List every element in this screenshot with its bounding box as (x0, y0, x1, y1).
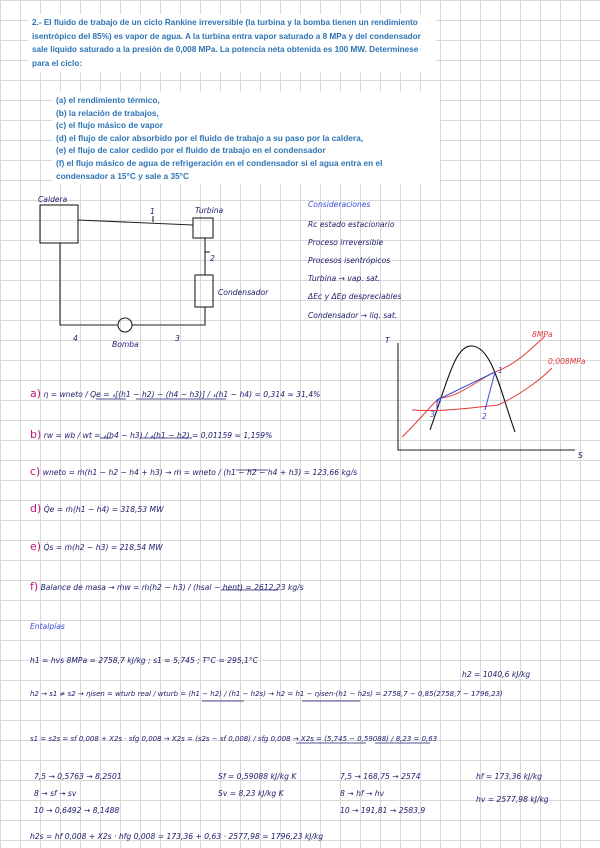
table-h-row-2: 8 → hf → hv (340, 789, 385, 798)
ts-point-1: 1 (498, 366, 503, 375)
pressure-high-label: 8MPa (532, 330, 553, 339)
solution-b-label: b) (30, 428, 42, 441)
entalpia-h2: h2 → s1 ≠ s2 → ηisen = wturb real / wturb = (h1 − h2) / (h1 − h2s) → h2 = h1 − ηisen·(h1 − h2s) = 2758,7 − 0,85(2758,7 − 1796,23) (30, 690, 503, 698)
ts-point-2: 2 (482, 412, 487, 421)
item-d: (d) el flujo de calor absorbido por el fluido de trabajo a su paso por la caldera, (56, 132, 364, 143)
caldera-box (40, 205, 78, 243)
cycle-diagram (40, 205, 213, 332)
item-b: (b) la relación de trabajos, (56, 107, 159, 118)
consideration-3: Procesos isentrópicos (308, 256, 391, 265)
entalpia-h2s: h2s = hf 0,008 + X2s · hfg 0,008 = 173,36 + 0,63 · 2577,98 = 1796,23 kJ/kg (30, 832, 324, 841)
solution-f (30, 580, 304, 593)
entalpia-s-relation: s1 = s2s = sf 0,008 + X2s · sfg 0,008 → X2s = (s2s − sf 0,008) / sfg 0,008 → X2s = (5,745 − 0,59088) / 8,23 = 0,63 (30, 735, 438, 743)
label-condensador: Condensador (218, 288, 269, 297)
item-a: (a) el rendimiento térmico, (56, 95, 160, 105)
turbina-box (193, 218, 213, 238)
consideration-5: ΔEc y ΔEp despreciables (308, 292, 402, 301)
bomba-circle (118, 318, 132, 332)
axis-s-label: S (578, 451, 583, 460)
consideration-6: Condensador → liq. sat. (308, 311, 398, 320)
condensador-box (195, 275, 213, 307)
pressure-low-label: 0,008MPa (548, 357, 586, 366)
solution-d-label: d) (30, 502, 42, 515)
label-bomba: Bomba (112, 340, 139, 349)
state-3-label: 3 (175, 334, 180, 343)
considerations-title: Consideraciones (308, 200, 371, 209)
solution-f-text: Balance de masa → ṁw = ṁ(h2 − h3) / (hsal − hent) = 2612,23 kg/s (40, 583, 304, 592)
solution-d-text: Q̇e = ṁ(h1 − h4) = 318,53 MW (43, 505, 164, 514)
ts-diagram (398, 336, 575, 450)
problem-number: 2.- (32, 18, 42, 27)
table-row-2: 8 → sf → sv (34, 789, 77, 798)
solution-a-text: η = wneto / Qe = 𝓇[(h1 − h2) − (h4 − h3)] / 𝓇(h1 − h4) = 0,314 ≈ 31,4% (43, 390, 321, 399)
item-f: (f) el flujo másico de agua de refrigeración en el condensador si el agua entra en el condensador a 15°C y sale a 35°C (56, 157, 383, 181)
table-row-1: 7,5 → 0,5763 → 8,2501 (34, 772, 122, 781)
table-h-row-1: 7,5 → 168,75 → 2574 (340, 772, 421, 781)
ts-point-3: 3 (430, 410, 435, 419)
solution-c-text: wneto = ṁ(h1 − h2 − h4 + h3) → ṁ = wneto / (h1 − h2 − h4 + h3) = 123,66 kg/s (42, 468, 358, 477)
label-caldera: Caldera (38, 195, 68, 204)
solution-f-label: f) (30, 580, 39, 593)
table-h-row-3: 10 → 191,81 → 2583,9 (340, 806, 426, 815)
solution-b-text: rw = wb / wt = 𝓇(h4 − h3) / 𝓇(h1 − h2) = 0,01159 ≈ 1,159% (43, 431, 273, 440)
solution-a-label: a) (30, 387, 42, 400)
solution-b (30, 428, 272, 441)
table-sv: Sv = 8,23 kJ/kg K (218, 789, 284, 798)
state-1-label: 1 (150, 207, 155, 216)
table-row-3: 10 → 0,6492 → 8,1488 (34, 806, 120, 815)
label-turbina: Turbina (195, 206, 224, 215)
state-2-label: 2 (210, 254, 215, 263)
consideration-4: Turbina → vap. sat. (308, 274, 381, 283)
state-4-label: 4 (73, 334, 78, 343)
solution-a (30, 387, 320, 400)
hf-note: hf = 173,36 kJ/kg (476, 772, 543, 781)
entalpias-title: Entalpías (30, 622, 65, 631)
entalpia-h1: h1 = hvs 8MPa = 2758,7 kJ/kg ; s1 = 5,745 ; T°C = 295,1°C (30, 656, 258, 665)
consideration-1: Rc estado estacionario (308, 220, 395, 229)
table-sf: Sf = 0,59088 kJ/kg K (218, 772, 297, 781)
solution-e-text: Q̇s = ṁ(h2 − h3) = 218,54 MW (43, 543, 163, 552)
hv-note: hv = 2577,98 kJ/kg (476, 795, 549, 804)
consideration-2: Proceso irreversible (308, 238, 384, 247)
entalpia-h2-result: h2 = 1040,6 kJ/kg (462, 670, 531, 679)
solution-e (30, 540, 163, 553)
solution-d (30, 502, 164, 515)
problem-text: El fluido de trabajo de un ciclo Rankine irreversible (la turbina y la bomba tienen un rendimiento isentrópico del 85%) es vapor de agua. A la turbina entra vapor saturado a 8 MPa y del condensador sale líquido saturado a la presión de 0,008 MPa. La potencia neta obtenida es 100 MW. Determínese para el ciclo: (32, 18, 421, 68)
solution-e-label: e) (30, 540, 42, 553)
item-e: (e) el flujo de calor cedido por el fluido de trabajo en el condensador (56, 145, 326, 156)
item-c: (c) el flujo másico de vapor (56, 120, 163, 131)
solution-c (30, 465, 357, 478)
solution-c-label: c) (30, 465, 41, 478)
axis-t-label: T (385, 336, 390, 345)
ts-point-4: 4 (437, 396, 442, 405)
